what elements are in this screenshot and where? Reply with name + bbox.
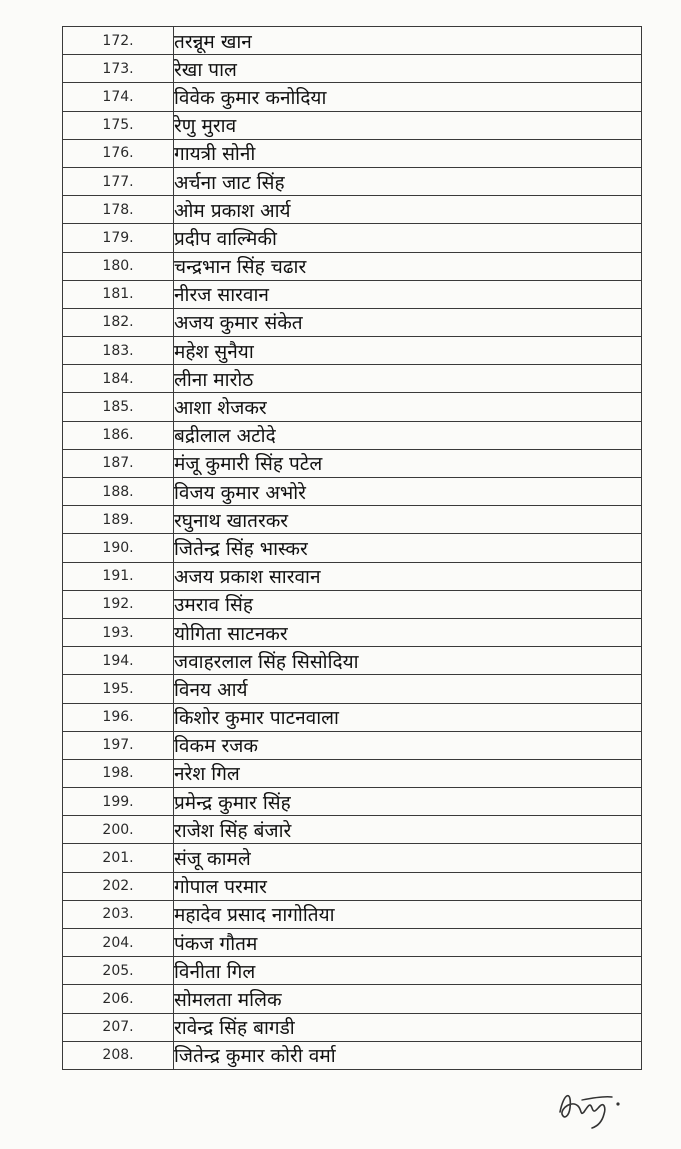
person-name: विनय आर्य [174, 675, 642, 703]
table-row [63, 506, 642, 534]
serial-number: 204. [63, 929, 174, 957]
table-row [63, 534, 642, 562]
person-name: आशा शेजकर [174, 393, 642, 421]
serial-number: 208. [63, 1041, 174, 1069]
person-name: रेणु मुराव [174, 111, 642, 139]
serial-number: 191. [63, 562, 174, 590]
name-list-table [62, 26, 642, 1070]
person-name: विजय कुमार अभोरे [174, 478, 642, 506]
serial-number: 206. [63, 985, 174, 1013]
table-row [63, 478, 642, 506]
table-row [63, 900, 642, 928]
person-name: अजय प्रकाश सारवान [174, 562, 642, 590]
signature-mark [552, 1082, 632, 1130]
serial-number: 200. [63, 816, 174, 844]
table-row [63, 731, 642, 759]
person-name: अजय कुमार संकेत [174, 308, 642, 336]
serial-number: 182. [63, 308, 174, 336]
serial-number: 187. [63, 449, 174, 477]
table-row [63, 618, 642, 646]
person-name: नरेश गिल [174, 759, 642, 787]
serial-number: 203. [63, 900, 174, 928]
serial-number: 181. [63, 280, 174, 308]
table-row [63, 647, 642, 675]
person-name: सोमलता मलिक [174, 985, 642, 1013]
table-row [63, 111, 642, 139]
person-name: मंजू कुमारी सिंह पटेल [174, 449, 642, 477]
person-name: संजू कामले [174, 844, 642, 872]
table-row [63, 280, 642, 308]
name-list-body [63, 27, 642, 1070]
serial-number: 178. [63, 196, 174, 224]
serial-number: 177. [63, 167, 174, 195]
serial-number: 183. [63, 337, 174, 365]
serial-number: 196. [63, 703, 174, 731]
person-name: राजेश सिंह बंजारे [174, 816, 642, 844]
person-name: ओम प्रकाश आर्य [174, 196, 642, 224]
table-row [63, 393, 642, 421]
serial-number: 195. [63, 675, 174, 703]
table-row [63, 139, 642, 167]
table-row [63, 421, 642, 449]
serial-number: 188. [63, 478, 174, 506]
serial-number: 190. [63, 534, 174, 562]
person-name: विनीता गिल [174, 957, 642, 985]
person-name: तरन्नूम खान [174, 27, 642, 55]
person-name: महादेव प्रसाद नागोतिया [174, 900, 642, 928]
table-row [63, 337, 642, 365]
table-row [63, 83, 642, 111]
person-name: जितेन्द्र सिंह भास्कर [174, 534, 642, 562]
table-row [63, 759, 642, 787]
serial-number: 173. [63, 55, 174, 83]
person-name: विवेक कुमार कनोदिया [174, 83, 642, 111]
serial-number: 192. [63, 590, 174, 618]
serial-number: 174. [63, 83, 174, 111]
person-name: रघुनाथ खातरकर [174, 506, 642, 534]
person-name: प्रमेन्द्र कुमार सिंह [174, 788, 642, 816]
person-name: जवाहरलाल सिंह सिसोदिया [174, 647, 642, 675]
person-name: महेश सुनैया [174, 337, 642, 365]
serial-number: 197. [63, 731, 174, 759]
table-row [63, 308, 642, 336]
table-row [63, 252, 642, 280]
table-row [63, 929, 642, 957]
serial-number: 180. [63, 252, 174, 280]
person-name: बद्रीलाल अटोदे [174, 421, 642, 449]
table-row [63, 816, 642, 844]
table-row [63, 985, 642, 1013]
person-name: किशोर कुमार पाटनवाला [174, 703, 642, 731]
table-row [63, 562, 642, 590]
serial-number: 202. [63, 872, 174, 900]
person-name: उमराव सिंह [174, 590, 642, 618]
table-row [63, 1013, 642, 1041]
serial-number: 172. [63, 27, 174, 55]
table-row [63, 957, 642, 985]
table-row [63, 703, 642, 731]
table-row [63, 27, 642, 55]
table-row [63, 224, 642, 252]
serial-number: 179. [63, 224, 174, 252]
person-name: चन्द्रभान सिंह चढार [174, 252, 642, 280]
person-name: रावेन्द्र सिंह बागडी [174, 1013, 642, 1041]
serial-number: 175. [63, 111, 174, 139]
table-row [63, 196, 642, 224]
table-row [63, 365, 642, 393]
table-row [63, 844, 642, 872]
table-row [63, 675, 642, 703]
table-row [63, 872, 642, 900]
person-name: विकम रजक [174, 731, 642, 759]
serial-number: 186. [63, 421, 174, 449]
person-name: पंकज गौतम [174, 929, 642, 957]
serial-number: 176. [63, 139, 174, 167]
table-row [63, 590, 642, 618]
person-name: योगिता साटनकर [174, 618, 642, 646]
serial-number: 185. [63, 393, 174, 421]
person-name: प्रदीप वाल्मिकी [174, 224, 642, 252]
person-name: अर्चना जाट सिंह [174, 167, 642, 195]
serial-number: 193. [63, 618, 174, 646]
serial-number: 198. [63, 759, 174, 787]
person-name: नीरज सारवान [174, 280, 642, 308]
table-row [63, 788, 642, 816]
person-name: गोपाल परमार [174, 872, 642, 900]
serial-number: 194. [63, 647, 174, 675]
person-name: लीना मारोठ [174, 365, 642, 393]
serial-number: 199. [63, 788, 174, 816]
person-name: गायत्री सोनी [174, 139, 642, 167]
serial-number: 189. [63, 506, 174, 534]
person-name: रेखा पाल [174, 55, 642, 83]
person-name: जितेन्द्र कुमार कोरी वर्मा [174, 1041, 642, 1069]
table-row [63, 167, 642, 195]
serial-number: 207. [63, 1013, 174, 1041]
serial-number: 184. [63, 365, 174, 393]
serial-number: 205. [63, 957, 174, 985]
table-row [63, 1041, 642, 1069]
table-row [63, 55, 642, 83]
serial-number: 201. [63, 844, 174, 872]
table-row [63, 449, 642, 477]
